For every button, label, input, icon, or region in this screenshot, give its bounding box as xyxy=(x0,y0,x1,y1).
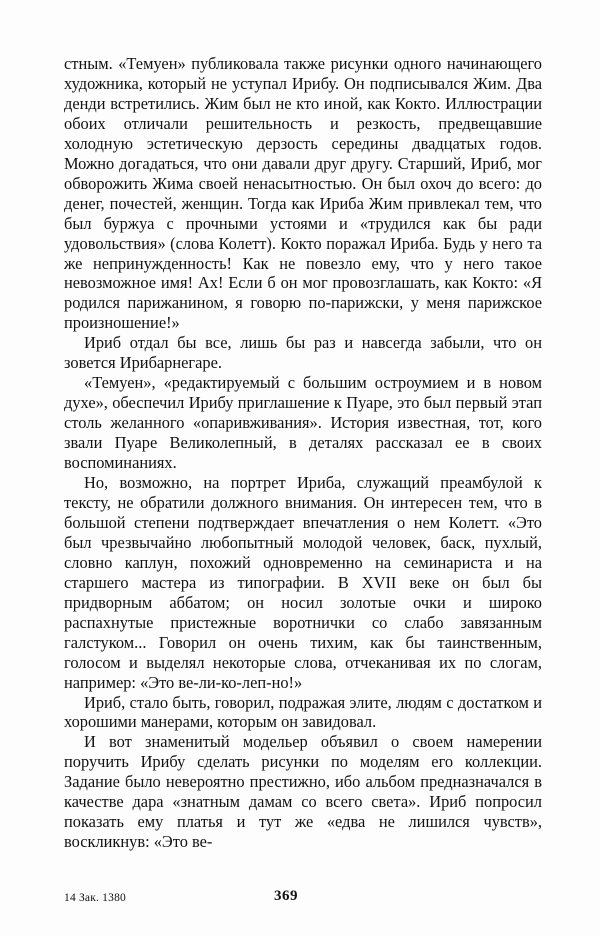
printer-signature: 14 Зак. 1380 xyxy=(64,892,126,904)
paragraph-1: стным. «Темуен» публиковала также рисунки одного начинающего художника, который не уступал Ирибу. Он подписывался Жим. Два денди встретились. Жим был не кто иной, как Кокто. Иллюстрации обоих отличали решительность и резкость, предвещавшие холодную эстетическую дерзость середины двадцатых годов. Можно догадаться, что они давали друг другу. Старший, Ириб, мог обворожить Жима своей ненасытностью. Он был охоч до всего: до денег, почестей, женщин. Тогда как Ириба Жим привлекал тем, что был буржуа с прочными устоями и «трудился как бы ради удовольствия» (слова Колетт). Кокто поражал Ириба. Будь у него та же непринужденность! Как не повезло ему, что у него такое невозможное имя! Ах! Если б он мог провозглашать, как Кокто: «Я родился парижанином, я говорю по-парижски, у меня парижское произношение!» xyxy=(64,54,542,333)
page-footer xyxy=(64,888,542,908)
body-text xyxy=(64,54,542,852)
paragraph-4: Но, возможно, на портрет Ириба, служащий преамбулой к тексту, не обратили должного внимания. Он интересен тем, что в большой степени подтверждает впечатления о нем Колетт. «Это был чрезвычайно любопытный молодой человек, баск, пухлый, словно каплун, похожий одновременно на семинариста и на старшего мастера из типографии. В XVII веке он был бы придворным аббатом; он носил золотые очки и широко распахнутые пристежные воротнички со слабо завязанным галстуком... Говорил он очень тихим, как бы таинственным, голосом и выделял некоторые слова, отчеканивая их по слогам, например: «Это ве-ли-ко-леп-но!» xyxy=(64,473,542,692)
paragraph-2: Ириб отдал бы все, лишь бы раз и навсегда забыли, что он зовется Ирибарнегаре. xyxy=(64,333,542,373)
page-number: 369 xyxy=(274,888,298,904)
paragraph-3: «Темуен», «редактируемый с большим остроумием и в новом духе», обеспечил Ирибу приглашение к Пуаре, это был первый этап столь желанного «опаривживания». История известная, тот, кого звали Пуаре Великолепный, в деталях рассказал ее в своих воспоминаниях. xyxy=(64,373,542,473)
paragraph-6: И вот знаменитый модельер объявил о своем намерении поручить Ирибу сделать рисунки по моделям его коллекции. Задание было невероятно престижно, ибо альбом предназначался в качестве дара «знатным дамам со всего света». Ириб попросил показать ему платья и тут же «едва не лишился чувств», воскликнув: «Это ве- xyxy=(64,732,542,852)
paragraph-5: Ириб, стало быть, говорил, подражая элите, людям с достатком и хорошими манерами, которым он завидовал. xyxy=(64,692,542,732)
